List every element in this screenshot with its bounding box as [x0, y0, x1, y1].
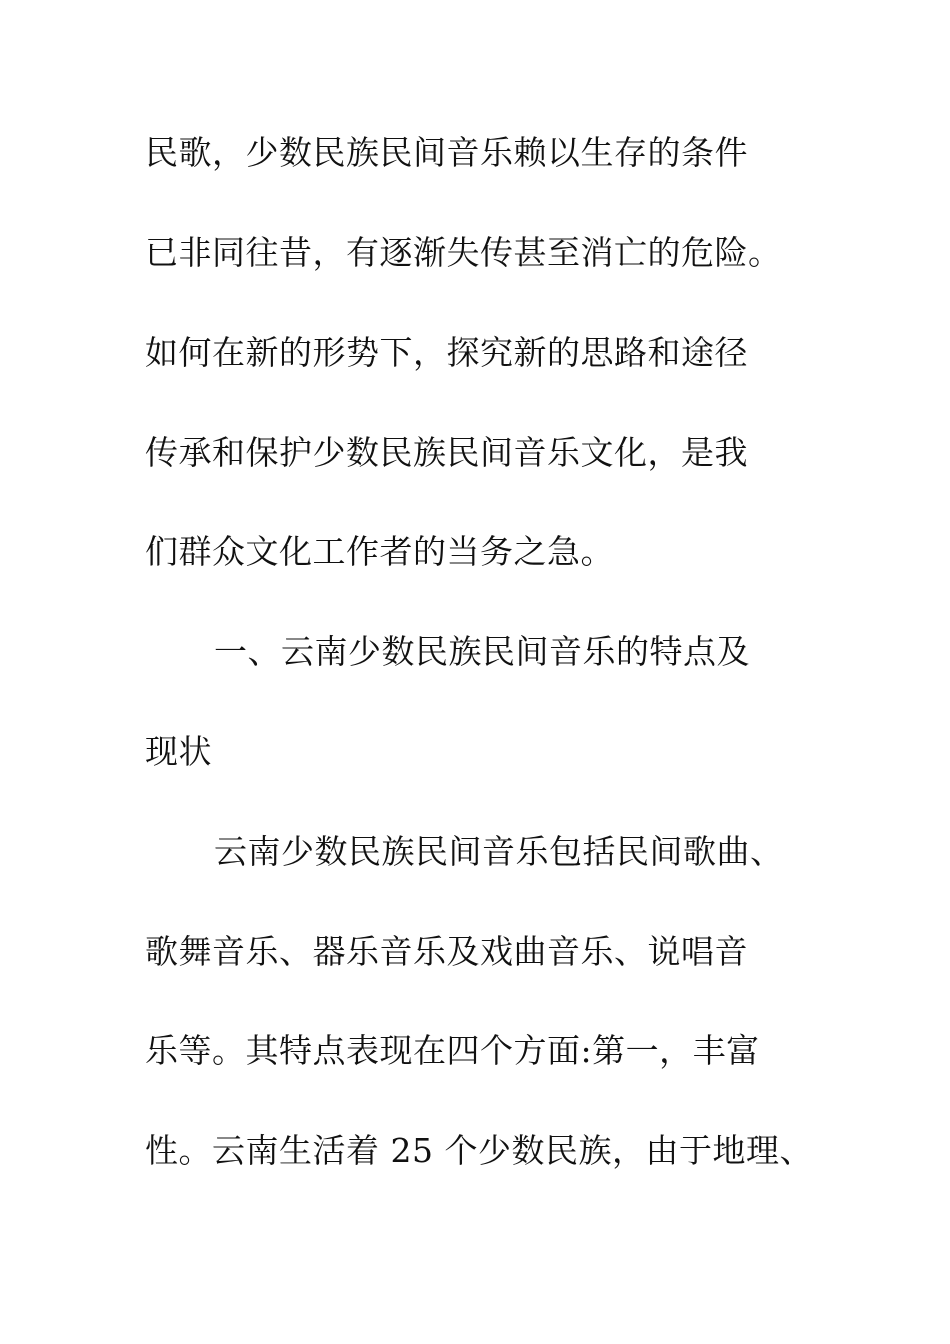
section-heading-line-2: 现状 — [145, 732, 212, 771]
text-line-10: 乐等。其特点表现在四个方面:第一，丰富 — [145, 1031, 760, 1070]
text-line-2: 已非同往昔，有逐渐失传甚至消亡的危险。 — [145, 233, 782, 272]
section-heading-line-1: 一、云南少数民族民间音乐的特点及 — [214, 632, 750, 671]
text-line-8: 云南少数民族民间音乐包括民间歌曲、 — [214, 832, 784, 871]
text-line-9: 歌舞音乐、器乐音乐及戏曲音乐、说唱音 — [145, 932, 748, 971]
text-line-3: 如何在新的形势下，探究新的思路和途径 — [145, 333, 748, 372]
text-line-1: 民歌，少数民族民间音乐赖以生存的条件 — [145, 133, 748, 172]
text-line-4: 传承和保护少数民族民间音乐文化，是我 — [145, 433, 748, 472]
text-line-11: 性。云南生活着 25 个少数民族，由于地理、 — [145, 1131, 813, 1170]
text-line-5: 们群众文化工作者的当务之急。 — [145, 532, 614, 571]
